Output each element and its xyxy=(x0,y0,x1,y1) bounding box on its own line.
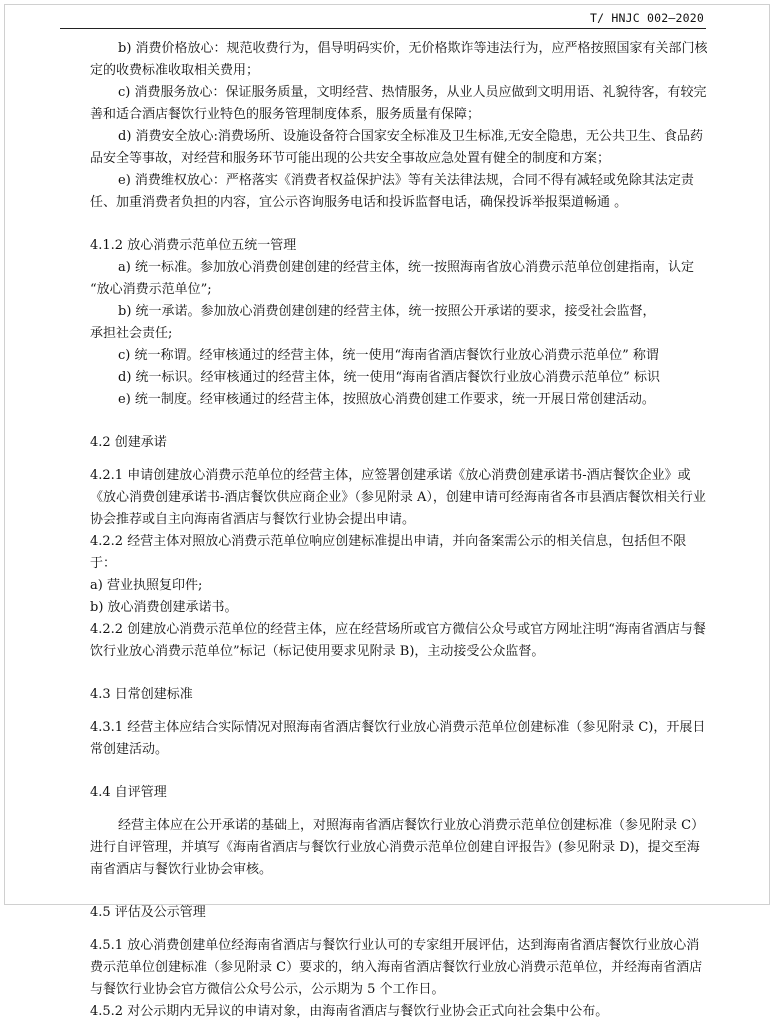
section-42-title: 4.2 创建承诺 xyxy=(90,435,167,450)
section-45-title: 4.5 评估及公示管理 xyxy=(90,905,206,920)
para-422-a: a) 营业执照复印件; xyxy=(90,578,203,593)
unify-logo: d) 统一标识。经审核通过的经营主体，统一使用“海南省酒店餐饮行业放心消费示范单位” 标识 xyxy=(118,370,660,385)
para-44: 经营主体应在公开承诺的基础上，对照海南省酒店餐饮行业放心消费示范单位创建标准（参见附录 C）进行自评管理，并填写《海南省酒店与餐饮行业放心消费示范单位创建自评报告》(参见附录 D)，提交至海南省酒店与餐饮行业协会审核。 xyxy=(90,818,705,877)
para-451: 4.5.1 放心消费创建单位经海南省酒店与餐饮行业认可的专家组开展评估，达到海南省酒店餐饮行业放心消费示范单位创建标准（参见附录 C）要求的，纳入海南省酒店餐饮行业放心消费示范单位，并经海南省酒店与餐饮行业协会官方微信公众号公示，公示期为 5 个工作日。 xyxy=(90,938,703,997)
para-452: 4.5.2 对公示期内无异议的申请对象，由海南省酒店与餐饮行业协会正式向社会集中公布。 xyxy=(90,1004,609,1019)
section-412-title: 4.1.2 放心消费示范单位五统一管理 xyxy=(90,238,297,253)
unify-commitment-cont: 承担社会责任; xyxy=(90,326,173,341)
item-e-rights: e) 消费维权放心：严格落实《消费者权益保护法》等有关法律法规，合同不得有减轻或免除其法定责任、加重消费者负担的内容，宜公示咨询服务电话和投诉监督电话，确保投诉举报渠道畅通 。 xyxy=(90,173,694,210)
para-422-second: 4.2.2 创建放心消费示范单位的经营主体，应在经营场所或官方微信公众号或官方网址注明“海南省酒店与餐饮行业放心消费示范单位”标记（标记使用要求见附录 B)，主动接受公众监督。 xyxy=(90,622,706,659)
item-b-price: b) 消费价格放心：规范收费行为，倡导明码实价，无价格欺诈等违法行为，应严格按照国家有关部门核定的收费标准收取相关费用； xyxy=(90,41,708,78)
para-422: 4.2.2 经营主体对照放心消费示范单位响应创建标准提出申请，并向备案需公示的相关信息，包括但不限于： xyxy=(90,534,687,571)
header-rule xyxy=(60,28,706,29)
item-d-safety: d) 消费安全放心:消费场所、设施设备符合国家安全标准及卫生标准,无安全隐患，无公共卫生、食品药品安全等事故，对经营和服务环节可能出现的公共安全事故应急处置有健全的制度和方案； xyxy=(90,129,704,166)
unify-standard: a) 统一标准。参加放心消费创建创建的经营主体，统一按照海南省放心消费示范单位创建指南，认定 “放心消费示范单位”; xyxy=(90,260,694,297)
unify-system: e) 统一制度。经审核通过的经营主体，按照放心消费创建工作要求，统一开展日常创建活动。 xyxy=(118,392,655,407)
unify-title: c) 统一称谓。经审核通过的经营主体，统一使用“海南省酒店餐饮行业放心消费示范单位” 称谓 xyxy=(118,348,659,363)
section-44-title: 4.4 自评管理 xyxy=(90,785,167,800)
item-c-service: c) 消费服务放心：保证服务质量，文明经营、热情服务，从业人员应做到文明用语、礼貌待客，有较完善和适合酒店餐饮行业特色的服务管理制度体系，服务质量有保障； xyxy=(90,85,707,122)
para-431: 4.3.1 经营主体应结合实际情况对照海南省酒店餐饮行业放心消费示范单位创建标准（参见附录 C)，开展日常创建活动。 xyxy=(90,720,706,757)
section-43-title: 4.3 日常创建标准 xyxy=(90,687,193,702)
unify-commitment: b) 统一承诺。参加放心消费创建创建的经营主体，统一按照公开承诺的要求，接受社会监督， xyxy=(118,304,656,319)
para-421: 4.2.1 申请创建放心消费示范单位的经营主体，应签署创建承诺《放心消费创建承诺书-酒店餐饮企业》或《放心消费创建承诺书-酒店餐饮供应商企业》（参见附录 A），创建申请可经海南省各市县酒店餐饮相关行业协会推荐或自主向海南省酒店与餐饮行业协会提出申请。 xyxy=(90,468,706,527)
document-body xyxy=(90,38,710,1023)
para-422-b: b) 放心消费创建承诺书。 xyxy=(90,600,238,615)
standard-code: T/ HNJC 002—2020 xyxy=(590,11,704,25)
